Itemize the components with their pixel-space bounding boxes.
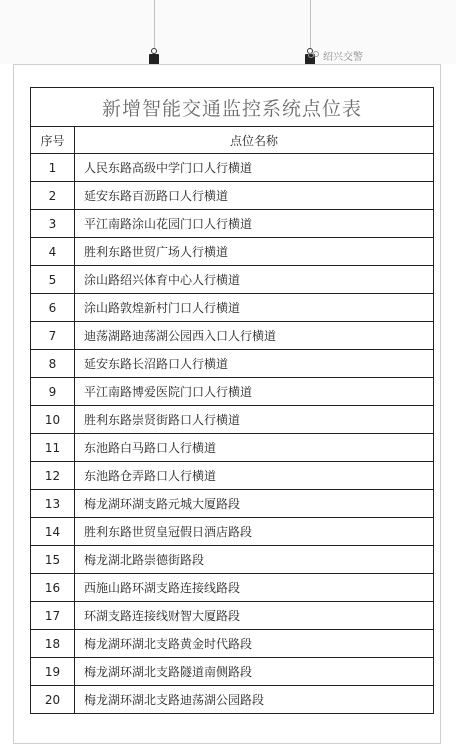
row-index: 11 — [31, 434, 75, 462]
row-point-name: 胜利东路崇贤街路口人行横道 — [75, 406, 434, 434]
row-point-name: 东池路白马路口人行横道 — [75, 434, 434, 462]
table-row — [31, 322, 434, 350]
header-name: 点位名称 — [75, 127, 434, 154]
row-point-name: 胜利东路世贸皇冠假日酒店路段 — [75, 518, 434, 546]
hanging-string-left — [154, 0, 155, 48]
table-row — [31, 630, 434, 658]
row-point-name: 迪荡湖路迪荡湖公园西入口人行横道 — [75, 322, 434, 350]
row-point-name: 梅龙湖北路崇德街路段 — [75, 546, 434, 574]
row-point-name: 平江南路博爱医院门口人行横道 — [75, 378, 434, 406]
row-index: 9 — [31, 378, 75, 406]
row-point-name: 梅龙湖环湖北支路黄金时代路段 — [75, 630, 434, 658]
row-index: 18 — [31, 630, 75, 658]
top-background — [0, 0, 456, 64]
row-point-name: 人民东路高级中学门口人行横道 — [75, 154, 434, 182]
table-row — [31, 378, 434, 406]
row-point-name: 梅龙湖环湖支路元城大厦路段 — [75, 490, 434, 518]
table-row — [31, 602, 434, 630]
table-row — [31, 518, 434, 546]
row-point-name: 环湖支路连接线财智大厦路段 — [75, 602, 434, 630]
watermark-text: 绍兴交警 — [323, 52, 363, 63]
row-index: 1 — [31, 154, 75, 182]
table-row — [31, 490, 434, 518]
row-point-name: 胜利东路世贸广场人行横道 — [75, 238, 434, 266]
row-index: 20 — [31, 686, 75, 714]
row-point-name: 西施山路环湖支路连接线路段 — [75, 574, 434, 602]
watermark — [308, 48, 363, 63]
table-row — [31, 266, 434, 294]
table-row — [31, 574, 434, 602]
table-title: 新增智能交通监控系统点位表 — [31, 88, 434, 127]
table-header-row — [31, 127, 434, 154]
row-index: 14 — [31, 518, 75, 546]
table-row — [31, 658, 434, 686]
wechat-icon — [308, 51, 320, 60]
table-row — [31, 182, 434, 210]
row-point-name: 梅龙湖环湖北支路隧道南侧路段 — [75, 658, 434, 686]
table-row — [31, 462, 434, 490]
row-index: 5 — [31, 266, 75, 294]
row-index: 12 — [31, 462, 75, 490]
row-index: 16 — [31, 574, 75, 602]
table-row — [31, 154, 434, 182]
table-row — [31, 686, 434, 714]
row-index: 2 — [31, 182, 75, 210]
row-point-name: 涂山路绍兴体育中心人行横道 — [75, 266, 434, 294]
row-point-name: 延安东路长沼路口人行横道 — [75, 350, 434, 378]
header-index: 序号 — [31, 127, 75, 154]
points-table — [30, 87, 434, 714]
table-row — [31, 546, 434, 574]
row-index: 19 — [31, 658, 75, 686]
row-index: 17 — [31, 602, 75, 630]
table-row — [31, 350, 434, 378]
row-point-name: 延安东路百沥路口人行横道 — [75, 182, 434, 210]
row-point-name: 东池路仓弄路口人行横道 — [75, 462, 434, 490]
row-point-name: 平江南路涂山花园门口人行横道 — [75, 210, 434, 238]
row-index: 8 — [31, 350, 75, 378]
table-row — [31, 238, 434, 266]
row-index: 7 — [31, 322, 75, 350]
paper-sheet — [13, 64, 441, 744]
table-row — [31, 434, 434, 462]
row-index: 15 — [31, 546, 75, 574]
row-index: 6 — [31, 294, 75, 322]
table-row — [31, 294, 434, 322]
table-row — [31, 406, 434, 434]
row-index: 3 — [31, 210, 75, 238]
row-index: 13 — [31, 490, 75, 518]
row-point-name: 涂山路敦煌新村门口人行横道 — [75, 294, 434, 322]
hanging-string-right — [310, 0, 311, 48]
table-row — [31, 210, 434, 238]
row-point-name: 梅龙湖环湖北支路迪荡湖公园路段 — [75, 686, 434, 714]
row-index: 10 — [31, 406, 75, 434]
row-index: 4 — [31, 238, 75, 266]
